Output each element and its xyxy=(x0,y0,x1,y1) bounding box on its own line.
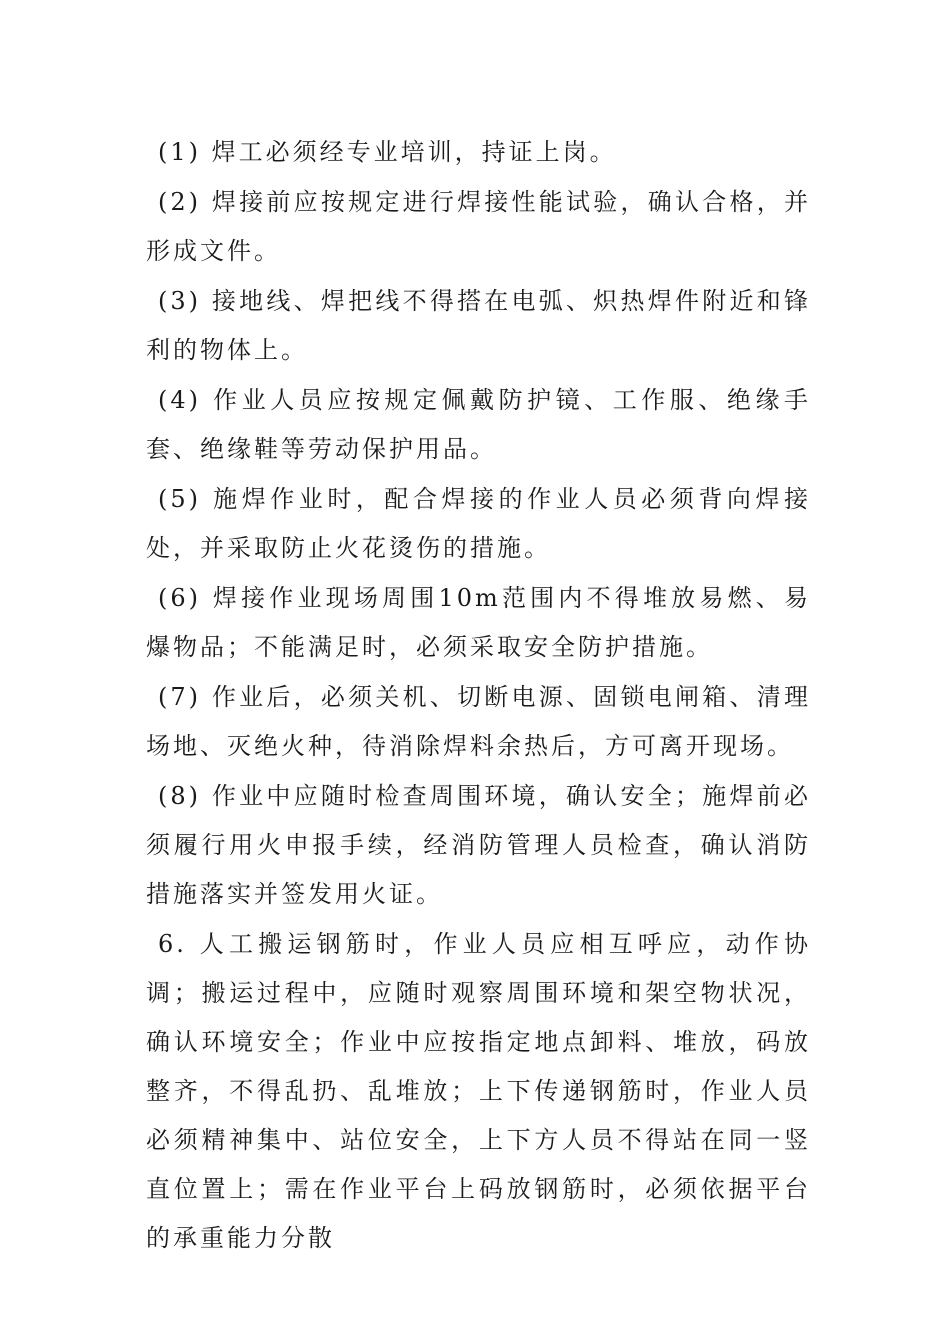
paragraph-7: (7) 作业后，必须关机、切断电源、固锁电闸箱、清理场地、灭绝火种，待消除焊料余热后，方可离开现场。 xyxy=(146,683,811,760)
paragraph-4: (4) 作业人员应按规定佩戴防护镜、工作服、绝缘手套、绝缘鞋等劳动保护用品。 xyxy=(146,386,811,463)
paragraph-1: (1) 焊工必须经专业培训，持证上岗。 xyxy=(158,138,617,166)
paragraph-3: (3) 接地线、焊把线不得搭在电弧、炽热焊件附近和锋利的物体上。 xyxy=(146,287,811,364)
paragraph-6: (6) 焊接作业现场周围10m范围内不得堆放易燃、易爆物品；不能满足时，必须采取安全防护措施。 xyxy=(146,584,811,661)
paragraph-8: (8) 作业中应随时检查周围环境，确认安全；施焊前必须履行用火申报手续，经消防管理人员检查，确认消防措施落实并签发用火证。 xyxy=(146,782,811,908)
paragraph-9: 6. 人工搬运钢筋时，作业人员应相互呼应，动作协调；搬运过程中，应随时观察周围环境和架空物状况，确认环境安全；作业中应按指定地点卸料、堆放，码放整齐，不得乱扔、乱堆放；上下传递钢筋时，作业人员必须精神集中、站位安全，上下方人员不得站在同一竖直位置上；需在作业平台上码放钢筋时，必须依据平台的承重能力分散 xyxy=(146,930,811,1252)
paragraph-2: (2) 焊接前应按规定进行焊接性能试验，确认合格，并形成文件。 xyxy=(146,188,811,265)
paragraph-5: (5) 施焊作业时，配合焊接的作业人员必须背向焊接处，并采取防止火花烫伤的措施。 xyxy=(146,485,811,562)
document-page xyxy=(146,128,811,1264)
